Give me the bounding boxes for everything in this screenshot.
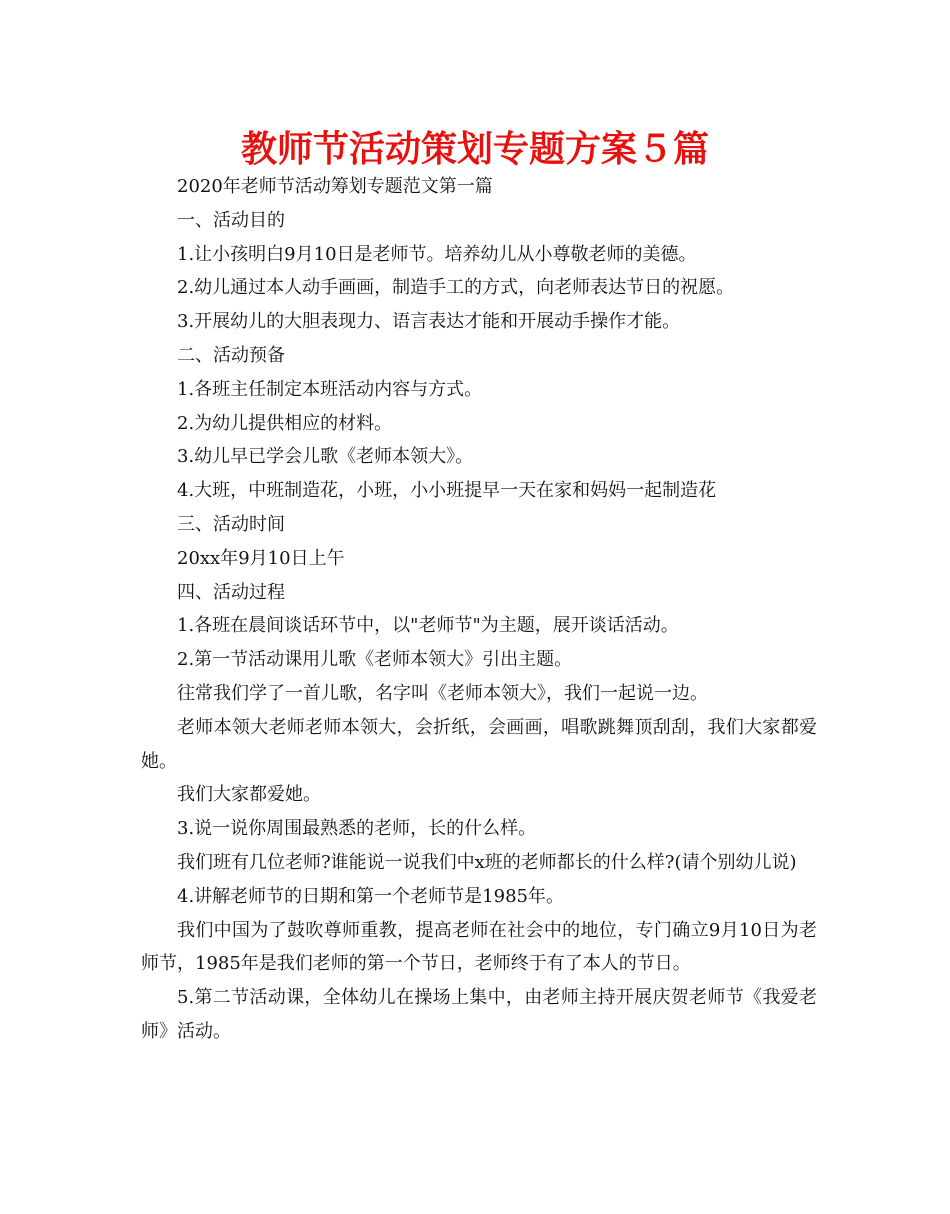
paragraph: 3.开展幼儿的大胆表现力、语言表达才能和开展动手操作才能。	[177, 311, 681, 333]
heading-article: 2020年老师节活动筹划专题范文第一篇	[177, 176, 493, 197]
paragraph: 3.幼儿早已学会儿歌《老师本领大》。	[177, 446, 474, 468]
paragraph: 3.说一说你周围最熟悉的老师，长的什么样。	[177, 818, 537, 840]
paragraph: 2.为幼儿提供相应的材料。	[177, 412, 393, 434]
paragraph: 1.各班主任制定本班活动内容与方式。	[177, 378, 483, 400]
paragraph: 4.大班，中班制造花，小班，小小班提早一天在家和妈妈一起制造花	[177, 480, 717, 502]
paragraph: 20xx年9月10日上午	[177, 547, 345, 569]
section-heading: 三、活动时间	[177, 513, 285, 535]
page-title: 教师节活动策划专题方案５篇	[240, 129, 709, 170]
document-body	[141, 170, 817, 1049]
paragraph: 1.让小孩明白9月10日是老师节。培养幼儿从小尊敬老师的美德。	[177, 243, 697, 265]
paragraph: 1.各班在晨间谈话环节中，以"老师节"为主题，展开谈话活动。	[177, 615, 679, 637]
paragraph: 2.幼儿通过本人动手画画，制造手工的方式，向老师表达节日的祝愿。	[177, 277, 735, 299]
paragraph: 往常我们学了一首儿歌，名字叫《老师本领大》，我们一起说一边。	[177, 682, 708, 704]
paragraph: 我们中国为了鼓吹尊师重教，提高老师在社会中的地位，专门确立9月10日为老师节，1985年是我们老师的第一个节日，老师终于有了本人的节日。	[141, 919, 817, 975]
section-heading: 二、活动预备	[177, 344, 285, 366]
paragraph: 2.第一节活动课用儿歌《老师本领大》引出主题。	[177, 649, 573, 671]
paragraph: 我们大家都爱她。	[177, 784, 321, 806]
paragraph: 我们班有几位老师?谁能说一说我们中x班的老师都长的什么样?(请个别幼儿说)	[177, 851, 797, 873]
section-heading: 一、活动目的	[177, 209, 285, 231]
section-heading: 四、活动过程	[177, 581, 285, 603]
paragraph: 5.第二节活动课，全体幼儿在操场上集中，由老师主持开展庆贺老师节《我爱老师》活动。	[141, 987, 817, 1042]
paragraph: 4.讲解老师节的日期和第一个老师节是1985年。	[177, 885, 564, 907]
paragraph: 老师本领大老师老师本领大，会折纸，会画画，唱歌跳舞顶刮刮，我们大家都爱她。	[141, 716, 817, 772]
